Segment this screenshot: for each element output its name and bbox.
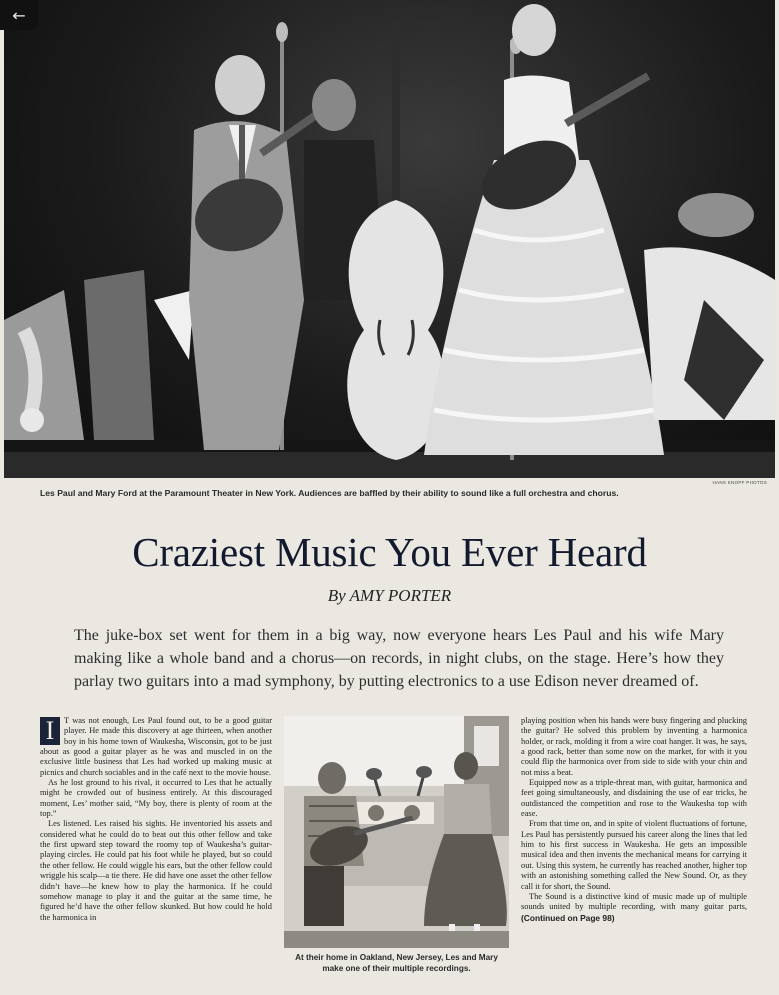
photo-caption: Les Paul and Mary Ford at the Paramount Theater in New York. Audiences are baffled by their ability to sound like a full orchestra and chorus.	[40, 488, 619, 498]
article-dek: The juke-box set went for them in a big way, now everyone hears Les Paul and his wife Mary making like a whole band and a chorus—on records, in night clubs, on the stage. Here’s how they parlay two guitars into a mad symphony, by putting electronics to a use Edison never dreamed of.	[74, 627, 724, 690]
stage-photo	[4, 0, 775, 478]
home-recording-illustration	[284, 716, 509, 948]
paragraph: Equipped now as a triple-threat man, with guitar, harmonica and feet going simultaneously, and disdaining the use of ear tricks, he outdistanced the competition and rose to the Waukesha top with ease.	[521, 778, 747, 819]
paragraph: From that time on, and in spite of violent fluctuations of fortune, Les Paul has persistently pursued his career along the lines that led him to his first success in Waukesha. He gets an impossible musical idea and then invents the mechanical means for carrying it out. Using this system, he currently has reached another, higher top with an astonishing something called the New Sound. Or, as they call it for short, the Sound.	[521, 819, 747, 891]
back-arrow-icon[interactable]: ←	[0, 0, 38, 30]
paragraph	[521, 892, 747, 924]
paragraph-text: The Sound is a distinctive kind of music made up of multiple sounds united by multiple recording, with many guitar parts,	[521, 891, 747, 912]
inset-photo-caption: At their home in Oakland, New Jersey, Les and Mary make one of their multiple recordings.	[295, 953, 498, 973]
paragraph: Les listened. Les raised his sights. He inventoried his assets and considered what he could do to beat out this other fellow and take the first upward step toward the roomy top of Waukesha’s guitar-playing circles. He could pat his foot while he played, but so could the other fellow. He could wiggle his ears, but the other fellow could wriggle his scalp—a tie there. He did have one asset the other fellow didn’t have—he knew how to play the harmonica. If he could somehow manage to play it and the guitar at the same time, he figured he’d have the other fellow skunked. But how could he hold the harmonica in	[40, 819, 272, 922]
article-column-right	[521, 716, 747, 924]
drop-cap: I	[40, 717, 60, 745]
article-byline: By AMY PORTER	[327, 586, 452, 605]
stage-photo-illustration	[4, 0, 775, 478]
paragraph: playing position when his hands were busy fingering and plucking the guitar? He solved this problem by inventing a harmonica holder, or rack, molding it from a wire coat hanger. It was, he says, a good rack, better than some now on the market, for with it you could flip the harmonica over from side to side with your chin and not miss a beat.	[521, 716, 747, 777]
photo-credit: HANS KNOPF PHOTOS	[712, 480, 767, 485]
continued-link[interactable]: (Continued on Page 98)	[521, 912, 615, 923]
home-recording-photo	[284, 716, 509, 948]
article-column-left	[40, 716, 272, 923]
article-title: Craziest Music You Ever Heard	[132, 529, 647, 575]
paragraph: T was not enough, Les Paul found out, to be a good guitar player. He made this discovery at age thirteen, when another boy in his home town of Waukesha, Wisconsin, got to be just about as good a guitar player as he was and muscled in on the exclusive little business that Les had worked up making music at picnics and church sociables and in the café next to the movie house.	[40, 716, 272, 777]
paragraph: As he lost ground to his rival, it occurred to Les that he actually might be crowded out of business entirely. At this discouraged moment, Les’ mother said, “My boy, there is plenty of room at the top.”	[40, 778, 272, 819]
